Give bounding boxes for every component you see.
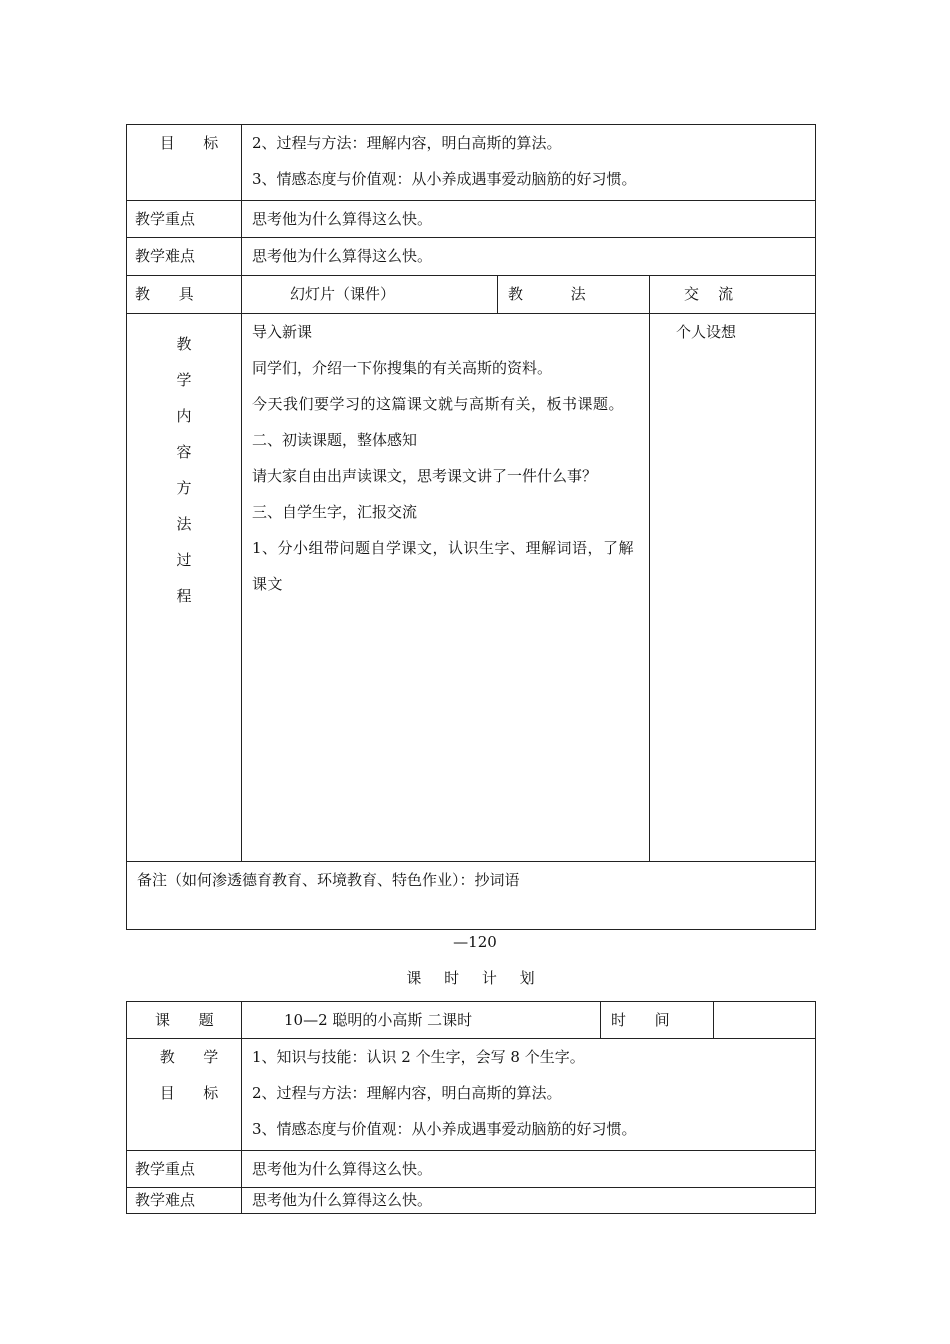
content-label-cell <box>127 314 242 862</box>
content-line: 二、初读课题，整体感知 <box>252 431 418 449</box>
key-point-cell <box>242 1151 816 1188</box>
key-point-label-cell <box>127 201 242 238</box>
goal-row <box>127 1039 816 1151</box>
key-point-label-cell <box>127 1151 242 1188</box>
method-value: 交 流 <box>684 285 734 303</box>
goal-content-cell <box>242 1039 816 1151</box>
topic-value-cell <box>242 1002 601 1039</box>
personal-cell <box>650 314 816 862</box>
goal-row <box>127 125 816 201</box>
topic-value: 10—2 聪明的小高斯 二课时 <box>284 1011 473 1029</box>
difficulty-label: 教学难点 <box>135 1191 196 1209</box>
tools-value-cell <box>242 276 498 314</box>
label-char: 教 <box>176 335 192 353</box>
lesson-plan-table-bottom <box>126 1001 816 1214</box>
difficulty-label: 教学难点 <box>135 247 196 265</box>
label-char: 容 <box>176 443 192 461</box>
goal-label: 目 标 <box>159 1084 219 1102</box>
content-line: 请大家自由出声读课文，思考课文讲了一件什么事？ <box>252 467 598 485</box>
doc-title: 课 时 计 划 <box>406 969 544 987</box>
content-row <box>127 314 816 862</box>
key-point-text: 思考他为什么算得这么快。 <box>252 210 433 228</box>
difficulty-row <box>127 238 816 276</box>
topic-row <box>127 1002 816 1039</box>
notes-text: 备注（如何渗透德育教育、环境教育、特色作业）：抄词语 <box>137 871 520 889</box>
content-cell <box>242 314 650 862</box>
key-point-row <box>127 1151 816 1188</box>
content-line: 1、分小组带问题自学课文，认识生字、理解词语，了解课文 <box>252 539 635 593</box>
goal-label: 教 学 <box>159 1048 219 1066</box>
difficulty-label-cell <box>127 1188 242 1214</box>
content-line: 三、自学生字，汇报交流 <box>252 503 418 521</box>
key-point-label: 教学重点 <box>135 210 196 228</box>
content-vertical-label <box>127 314 241 614</box>
label-char: 程 <box>176 587 192 605</box>
tools-value: 幻灯片（课件） <box>290 285 396 303</box>
personal-label: 个人设想 <box>676 323 737 341</box>
tools-method-row <box>127 276 816 314</box>
lesson-plan-table-top <box>126 124 816 930</box>
goal-label-cell <box>127 125 242 201</box>
tools-label: 教 具 <box>135 285 194 303</box>
time-label-cell <box>601 1002 714 1039</box>
label-char: 过 <box>176 551 192 569</box>
page-number: —120 <box>453 933 497 951</box>
goal-line: 2、过程与方法：理解内容，明白高斯的算法。 <box>252 1084 562 1102</box>
goal-line: 3、情感态度与价值观：从小养成遇事爱动脑筋的好习惯。 <box>252 170 637 188</box>
difficulty-cell <box>242 1188 816 1214</box>
difficulty-text: 思考他为什么算得这么快。 <box>252 1191 433 1209</box>
time-label: 时 间 <box>611 1011 670 1029</box>
key-point-label: 教学重点 <box>135 1160 196 1178</box>
label-char: 方 <box>176 479 192 497</box>
content-line: 同学们，介绍一下你搜集的有关高斯的资料。 <box>252 359 553 377</box>
method-label-cell <box>498 276 650 314</box>
key-point-text: 思考他为什么算得这么快。 <box>252 1160 433 1178</box>
key-point-cell <box>242 201 816 238</box>
difficulty-text: 思考他为什么算得这么快。 <box>252 247 433 265</box>
goal-content-cell <box>242 125 816 201</box>
content-body <box>242 314 649 602</box>
notes-row <box>127 862 816 930</box>
key-point-row <box>127 201 816 238</box>
goal-label: 目 标 <box>159 134 219 152</box>
difficulty-row <box>127 1188 816 1214</box>
tools-label-cell <box>127 276 242 314</box>
goal-line: 1、知识与技能：认识 2 个生字，会写 8 个生字。 <box>252 1048 585 1066</box>
difficulty-label-cell <box>127 238 242 276</box>
label-char: 法 <box>176 515 192 533</box>
difficulty-cell <box>242 238 816 276</box>
content-line: 今天我们要学习的这篇课文就与高斯有关，板书课题。 <box>252 395 625 413</box>
notes-cell <box>127 862 816 930</box>
content-line: 导入新课 <box>252 323 313 341</box>
label-char: 内 <box>176 407 192 425</box>
topic-label-cell <box>127 1002 242 1039</box>
time-value-cell <box>714 1002 816 1039</box>
label-char: 学 <box>176 371 192 389</box>
method-value-cell <box>650 276 816 314</box>
topic-label: 课 题 <box>155 1011 214 1029</box>
goal-line: 2、过程与方法：理解内容，明白高斯的算法。 <box>252 134 562 152</box>
goal-line: 3、情感态度与价值观：从小养成遇事爱动脑筋的好习惯。 <box>252 1120 637 1138</box>
goal-label-cell <box>127 1039 242 1151</box>
method-label: 教 法 <box>508 285 586 303</box>
